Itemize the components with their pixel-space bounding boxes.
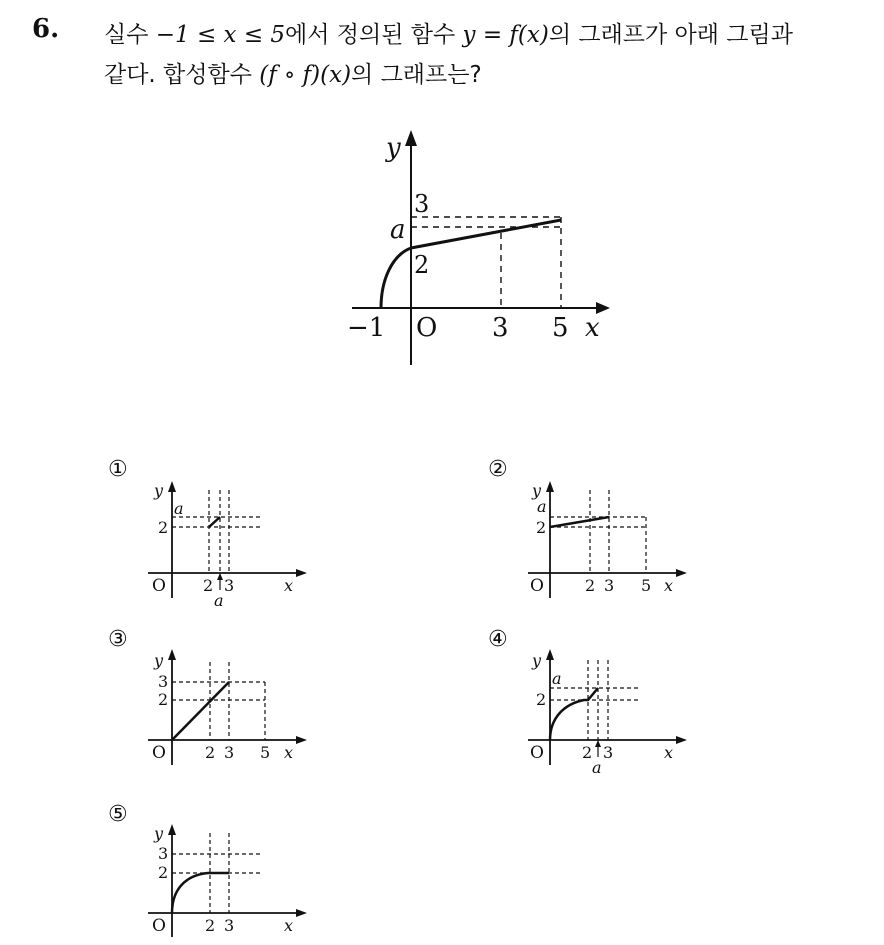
choice-4[interactable] [480, 620, 700, 780]
y-axis-label: y [154, 651, 164, 670]
choice-number: ③ [108, 627, 128, 652]
x-axis-arrow-icon [296, 569, 307, 577]
y-tick-label: 2 [158, 518, 169, 537]
y-axis-arrow-icon [546, 649, 554, 660]
x-axis-arrow-icon [676, 736, 687, 744]
x-tick-label: 5 [552, 313, 569, 343]
y-axis-arrow-icon [168, 824, 176, 835]
x-tick-label: 2 [585, 576, 596, 595]
domain-expression: −1 ≤ x ≤ 5 [155, 22, 286, 48]
y-axis-label: y [532, 651, 542, 670]
x-tick-label: 5 [641, 576, 652, 595]
origin-label: O [530, 576, 544, 596]
function-curve [381, 220, 561, 308]
text-segment: 실수 [104, 22, 156, 48]
text-segment: 같다. 합성함수 [104, 62, 260, 88]
text-segment: 에서 정의된 함수 [285, 22, 463, 48]
origin-label: O [416, 313, 438, 343]
question-number: 6. [32, 14, 60, 44]
composite-expression: (f ∘ f)(x) [259, 62, 352, 88]
x-axis-label: x [284, 743, 294, 762]
arrow-icon [217, 573, 223, 580]
choice-2[interactable] [480, 450, 700, 610]
arrow-icon [595, 740, 601, 747]
y-tick-label: 3 [158, 672, 169, 691]
y-tick-label: 2 [414, 251, 430, 279]
x-axis-label: x [585, 313, 600, 343]
x-axis-label: x [284, 576, 294, 595]
y-axis-arrow-icon [168, 649, 176, 660]
function-expression: y = f(x) [462, 22, 549, 48]
main-graph [330, 120, 630, 370]
origin-label: O [152, 576, 166, 596]
x-tick-label: 5 [260, 743, 271, 762]
y-tick-label: a [552, 669, 562, 688]
function-curve [172, 682, 229, 740]
choice-number: ① [108, 457, 128, 482]
x-axis-label: x [664, 743, 674, 762]
x-tick-label: 3 [603, 743, 614, 762]
choice-1[interactable] [100, 450, 320, 610]
function-curve [550, 517, 609, 527]
function-curve [550, 688, 598, 740]
y-tick-label: 3 [158, 844, 169, 863]
x-tick-label: 3 [604, 576, 615, 595]
x-axis-arrow-icon [296, 736, 307, 744]
arrow-label: a [592, 758, 602, 777]
y-tick-label: 2 [536, 518, 547, 537]
arrow-label: a [214, 591, 224, 610]
question-line-2 [104, 55, 874, 95]
y-axis-arrow-icon [405, 130, 417, 146]
x-axis-arrow-icon [296, 909, 307, 917]
choice-3[interactable] [100, 620, 320, 780]
x-tick-label: 3 [224, 576, 235, 595]
y-tick-label: a [174, 499, 184, 518]
x-tick-label: 2 [203, 576, 214, 595]
text-segment: 의 그래프가 아래 그림과 [548, 22, 793, 48]
choice-5[interactable] [100, 795, 320, 940]
x-axis-label: x [664, 576, 674, 595]
x-tick-label: 2 [582, 743, 593, 762]
x-tick-label: 2 [205, 743, 216, 762]
text-segment: 의 그래프는? [351, 62, 482, 88]
question-text [104, 15, 874, 95]
y-axis-arrow-icon [168, 481, 176, 492]
x-tick-label: 2 [205, 916, 216, 935]
y-axis-label: y [154, 824, 164, 843]
x-tick-label: 3 [224, 743, 235, 762]
x-tick-label: 3 [224, 916, 235, 935]
question-line-1 [104, 15, 874, 55]
origin-label: O [530, 743, 544, 763]
y-axis-label: y [154, 481, 164, 500]
y-tick-label: 2 [158, 690, 169, 709]
y-tick-label: a [390, 215, 406, 245]
x-tick-label: 3 [492, 313, 509, 343]
y-tick-label: 2 [536, 690, 547, 709]
x-axis-arrow-icon [676, 569, 687, 577]
y-tick-label: a [537, 497, 547, 516]
x-axis-label: x [284, 916, 294, 935]
y-tick-label: 3 [414, 190, 430, 218]
y-axis-label: y [386, 133, 401, 163]
function-curve [172, 873, 229, 913]
y-axis-arrow-icon [546, 481, 554, 492]
function-curve [209, 517, 220, 527]
choice-number: ⑤ [108, 802, 128, 827]
origin-label: O [152, 916, 166, 936]
choice-number: ④ [488, 627, 508, 652]
choice-number: ② [488, 457, 508, 482]
origin-label: O [152, 743, 166, 763]
x-tick-label: −1 [347, 313, 386, 343]
y-tick-label: 2 [158, 863, 169, 882]
y-axis-label: y [532, 481, 542, 500]
